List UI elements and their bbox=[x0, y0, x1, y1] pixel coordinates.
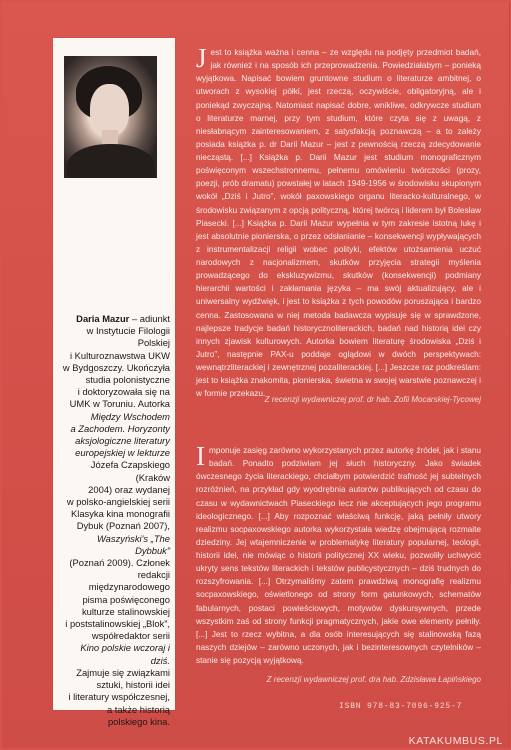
bio-line: a Zachodem. Horyzonty bbox=[70, 422, 170, 434]
bio-line: Klasyka kina monografii bbox=[70, 508, 170, 520]
bio-line: polskiego kina. bbox=[107, 715, 170, 727]
bio-line: – adiunkt bbox=[131, 313, 170, 324]
review-2-text bbox=[196, 441, 481, 667]
bio-line: a także historią bbox=[106, 703, 170, 715]
bio-line: pisma poświęconego bbox=[82, 593, 170, 605]
bio-line: w Instytucie Filologii Polskiej bbox=[86, 325, 170, 349]
review-1-dropcap: J bbox=[196, 43, 207, 73]
author-photo-face bbox=[90, 84, 129, 136]
bio-line: Zajmuje się związkami bbox=[76, 666, 170, 678]
author-photo bbox=[64, 56, 157, 178]
review-2-body: mponuje zasięg zarówno wykorzystanych przez autorkę źródeł, jak i stanu badań. Ponadto podziwiam jej słuch historyczny. Jako świadek ówczesnego życia literackiego, chciałbym potwierdzić trafność jej subtelnych rozróżnień, na przykład gdy wyodrębnia autorów publikujących od czasu do czasu w wydawnictwach Piaseckiego lecz nie akceptujących jego programu ideologicznego. [...] Aby rozpoznać właściwą funkcję, jaką pełniły utwory realizmu socpaxowskiego autorka wykorzystała wiedzę obejmującą rozmaite dziedziny. Jej wtajemniczenie w problematykę literatury popularnej, teologii, historii idei, nie mówiąc o historii politycznej XX wieku, pozwoliły uchwycić ukryty sens tekstów literackich i tekstów publicystycznych – dziś trudnych do rozszyfrowania. [...] Otrzymaliśmy zatem prawdziwą monografię realizmu socpaxowskiego, oświetlonego od strony form gatunkowych, schematów fabularnych, postaci powieściowych, motywów dyskursywnych, przede wszystkim zaś od strony funkcji pragmatycznych, jakie owe elementy pełniły. [...] Jest to rzecz wybitna, a dla osób interesujących się stalinowską fazą naszych dziejów – zarówno uczonych, jak i bezinteresownych czytelników – stanie się pozycją wyjątkową. bbox=[196, 446, 481, 665]
bio-line: Waszyński's „The Dybbuk” bbox=[97, 532, 170, 556]
bio-line: Dybuk (Poznań 2007), bbox=[76, 520, 170, 532]
bio-line: 2004) oraz wydanej bbox=[88, 483, 170, 495]
author-name: Daria Mazur bbox=[76, 313, 130, 324]
bio-line: i doktoryzowała się na bbox=[77, 386, 170, 398]
author-bio bbox=[62, 313, 170, 728]
bio-line: (Poznań 2009). Członek bbox=[69, 557, 170, 569]
bio-line: sztuki, historii idei bbox=[96, 679, 170, 691]
review-1-body: est to książka ważna i cenna – ze względu na podjęty przedmiot badań, jak również i na sposób ich przeprowadzenia. Powiedziałabym – ponieką wyjątkowa. Napisać bowiem gruntowne studium o literaturze ambitnej, o utworach z wysokiej półki, jest rzeczą, oczywiście, obligatoryjną, ale i poniekąd zwyczajną. Natomiast napisać dobre, wnikliwe, odkrywcze studium o literaturze marnej, przy tym studium, które czyta się z uwagą, z niesłabnącym zainteresowaniem, z satysfakcją poznawczą – a to zależy posiada książka p. dr Darii Mazur – jest z pewnością rzeczą zdecydowanie niecząstą. [...] Książka p. Darii Mazur jest studium monograficznym poświęconym wszechstronnemu, pełnemu omówieniu twórczości (prozy, poezji, prób dramatu) powstałej w latach 1949-1956 w środowisku skupionym wokół „Dziś i Jutro”, wokół paxowskiego organu literacko-kulturalnego, w środowisku związanym z opcją polityczną, której twórcą i liderem był Bolesław Piasecki. [...] Książka p. Darii Mazur wypełnia w tym zakresie istotną lukę i jest absolutnie pionierska, o przez odsłanianie – konsekwencji wypływających z instrumentalizacji religii wobec polityki, efektów utożsamienia uczuć narodowych z nacjonalizmem, skutków przyjęcia strategii myślenia prowadzącego do ekskluzywizmu, skutków (konsekwencji) podmiany hierarchii wartości i zakłamania języka – ma swój aktualizujący, ale i uniwersalny wydźwięk, i jest to książka z tych powodów poruszająca i bardzo cenna. Zastosowana w niej metoda badawcza wypisuje się w sprawdzone, najlepsze tradycje badań historycznoliterackich, badań nad historią idei czy innych zjawisk kulturowych. Autorka bowiem literaturę środowiska „Dziś i Jutro”, następnie PAX-u poddaje oglądowi w dwóch perspektywach: wewnątrzliterackiej i zewnętrznej pozaliterackiej. [...] Jeszcze raz podkreślam: jest to książka znakomita, pionierska, świetna w swojej warstwie poznawczej i w formie przekazu. bbox=[196, 48, 481, 399]
review-1-text bbox=[196, 43, 481, 400]
review-2-dropcap: I bbox=[196, 441, 205, 471]
bio-line: w polsko-angielskiej serii bbox=[66, 496, 170, 508]
bio-line: aksjologiczne literatury bbox=[75, 435, 170, 447]
bio-line: i Kulturoznawstwa UKW bbox=[69, 349, 170, 361]
review-1-attribution: Z recenzji wydawniczej prof. dr hab. Zofii Mocarskiej-Tycowej bbox=[264, 395, 481, 404]
bio-line: i literatury współczesnej, bbox=[68, 691, 170, 703]
bio-line: europejskiej w lekturze bbox=[75, 447, 170, 459]
bio-line: studia polonistyczne bbox=[85, 374, 170, 386]
isbn: ISBN 978-83-7096-925-7 bbox=[339, 702, 463, 711]
bio-line: Józefa Czapskiego (Kraków bbox=[90, 459, 170, 483]
bio-line: redakcji międzynarodowego bbox=[88, 569, 170, 593]
bio-line: i poststalinowskiej „Blok”, bbox=[65, 618, 170, 630]
bio-line: w Bydgoszczy. Ukończyła bbox=[62, 361, 170, 373]
bio-line: UMK w Toruniu. Autorka bbox=[69, 398, 170, 410]
author-photo-shoulder bbox=[67, 144, 155, 178]
watermark: KATAKUMBUS.PL bbox=[408, 735, 503, 747]
bio-line: kulturze stalinowskiej bbox=[81, 605, 170, 617]
bio-line: Kino polskie wczoraj i dziś. bbox=[80, 642, 170, 666]
bio-line: współredaktor serii bbox=[91, 630, 170, 642]
bio-line: Między Wschodem bbox=[90, 410, 170, 422]
review-2-attribution: Z recenzji wydawniczej prof. dra hab. Zdzisława Łapińskiego bbox=[266, 675, 481, 684]
